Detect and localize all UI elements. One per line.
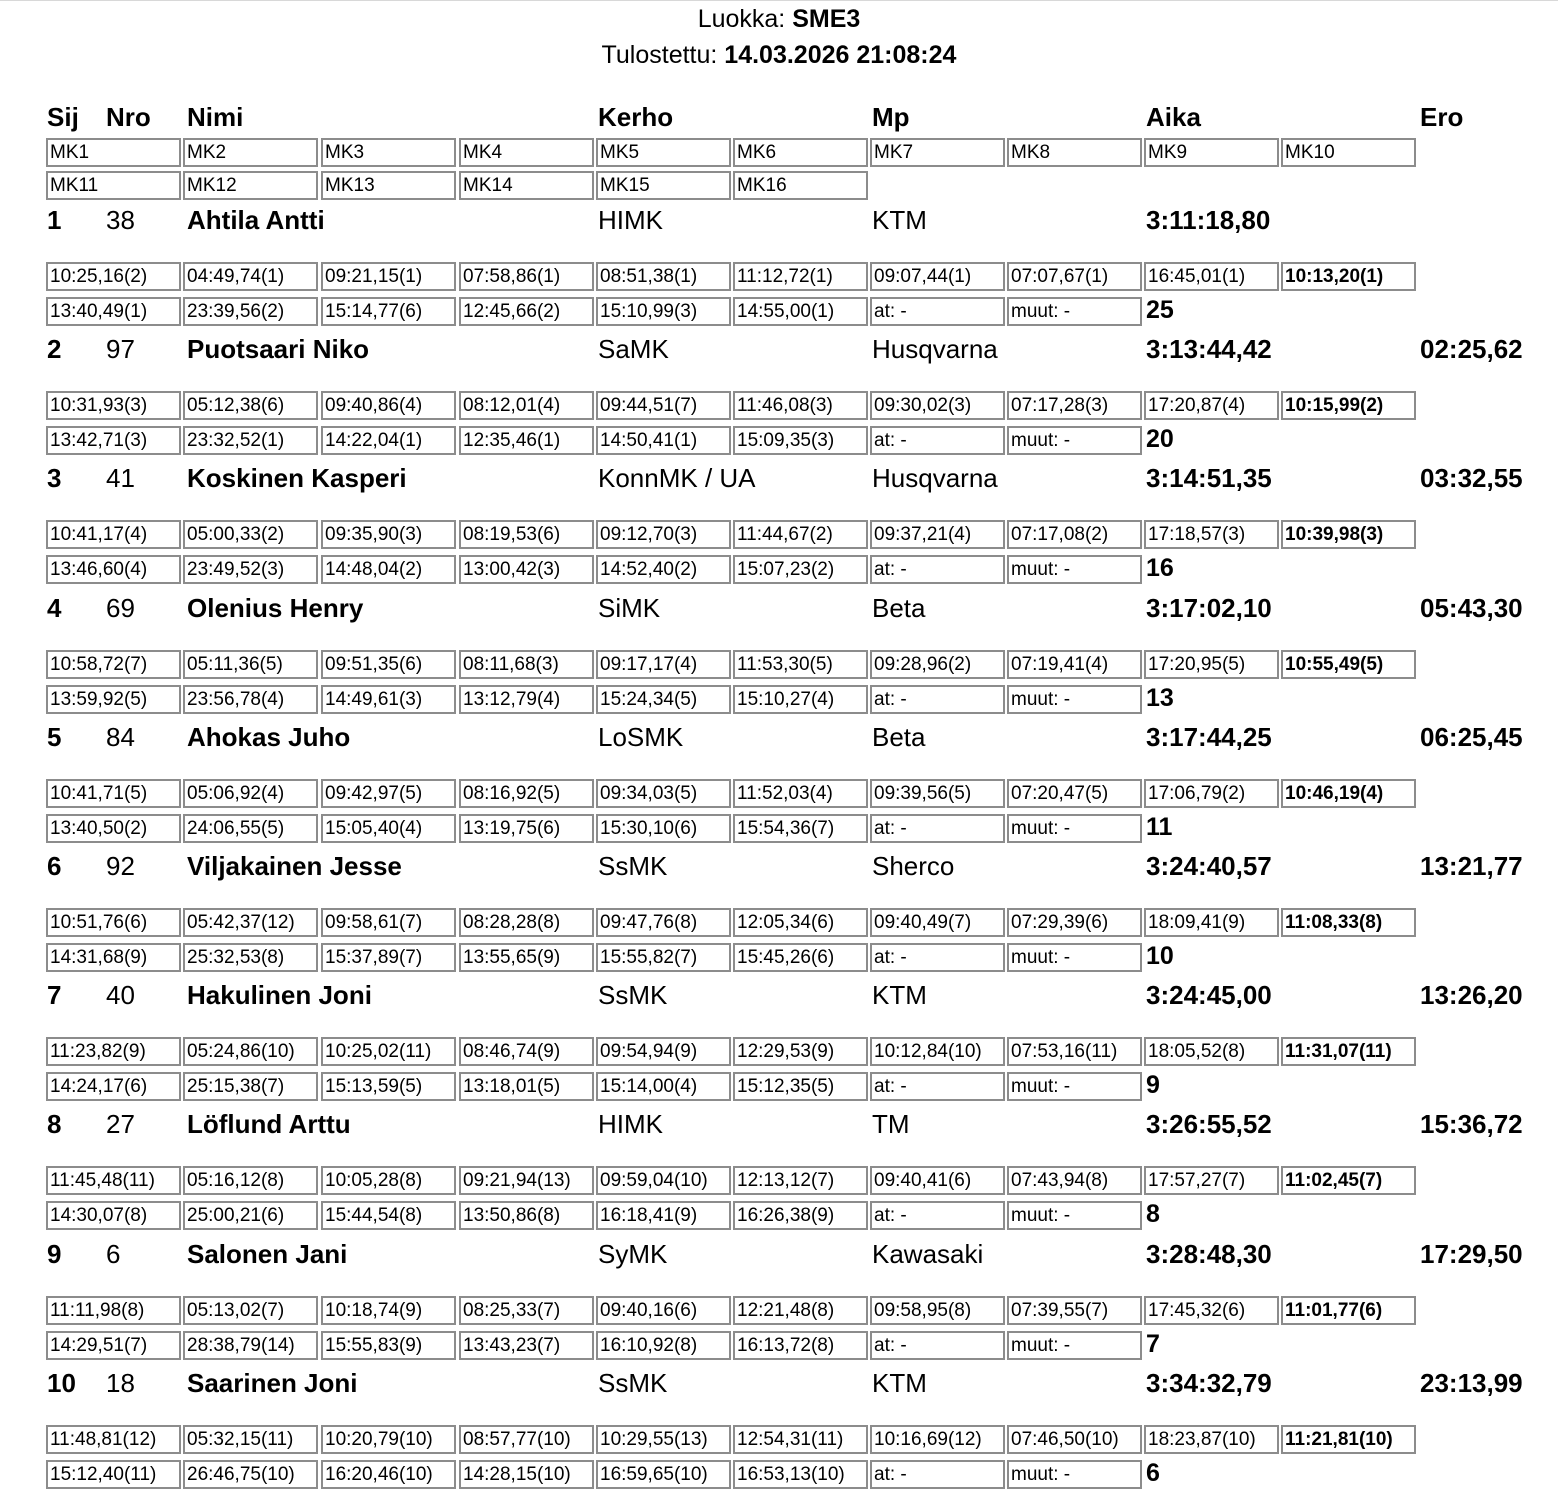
rider-points: 8 <box>1146 1200 1160 1228</box>
stage-label-box: MK10 <box>1281 138 1416 167</box>
rider-position: 1 <box>47 205 62 235</box>
rider-club: SsMK <box>598 1368 668 1398</box>
stage-time-box: 13:12,79(4) <box>459 685 594 714</box>
rider-time-diff: 17:29,50 <box>1420 1239 1523 1269</box>
printed-value: 14.03.2026 21:08:24 <box>724 41 957 69</box>
stage-time-box: 11:46,08(3) <box>733 391 868 420</box>
stage-time-box: 14:30,07(8) <box>46 1201 181 1230</box>
rider-total-time: 3:17:44,25 <box>1146 722 1272 752</box>
stage-label-box: MK15 <box>596 171 731 200</box>
rider-number: 41 <box>106 463 135 493</box>
rider-number: 18 <box>106 1368 135 1398</box>
at-box: at: - <box>870 555 1005 584</box>
stage-time-box: 23:39,56(2) <box>183 297 318 326</box>
rider-club: LoSMK <box>598 722 684 752</box>
stage-time-box: 26:46,75(10) <box>183 1460 318 1489</box>
rider-bike: Beta <box>872 593 926 623</box>
stage-time-box: 14:49,61(3) <box>321 685 456 714</box>
stage-time-box: 11:02,45(7) <box>1281 1166 1416 1195</box>
stage-time-box: 11:21,81(10) <box>1281 1425 1416 1454</box>
at-box: at: - <box>870 685 1005 714</box>
stage-time-box: 12:05,34(6) <box>733 908 868 937</box>
stage-time-box: 12:54,31(11) <box>733 1425 868 1454</box>
rider-points: 25 <box>1146 296 1174 324</box>
stage-time-box: 15:10,99(3) <box>596 297 731 326</box>
stage-time-box: 09:51,35(6) <box>321 650 456 679</box>
rider-position: 4 <box>47 593 62 623</box>
rider-time-diff: 02:25,62 <box>1420 334 1523 364</box>
stage-time-box: 13:43,23(7) <box>459 1331 594 1360</box>
rider-name: Salonen Jani <box>187 1239 348 1269</box>
stage-time-box: 15:12,35(5) <box>733 1072 868 1101</box>
rider-bike: Kawasaki <box>872 1239 984 1269</box>
printed-line <box>0 40 1558 70</box>
stage-time-box: 09:34,03(5) <box>596 779 731 808</box>
stage-time-box: 11:11,98(8) <box>46 1296 181 1325</box>
rider-position: 2 <box>47 334 62 364</box>
stage-time-box: 08:19,53(6) <box>459 520 594 549</box>
stage-time-box: 12:29,53(9) <box>733 1037 868 1066</box>
rider-points: 11 <box>1146 813 1173 841</box>
stage-time-box: 18:05,52(8) <box>1144 1037 1279 1066</box>
stage-time-box: 15:13,59(5) <box>321 1072 456 1101</box>
stage-time-box: 09:40,16(6) <box>596 1296 731 1325</box>
stage-time-box: 05:12,38(6) <box>183 391 318 420</box>
stage-time-box: 11:23,82(9) <box>46 1037 181 1066</box>
muut-box: muut: - <box>1007 814 1142 843</box>
stage-time-box: 10:25,02(11) <box>321 1037 456 1066</box>
rider-total-time: 3:11:18,80 <box>1146 205 1271 235</box>
rider-name: Hakulinen Joni <box>187 980 372 1010</box>
stage-time-box: 09:40,49(7) <box>870 908 1005 937</box>
stage-time-box: 12:13,12(7) <box>733 1166 868 1195</box>
stage-time-box: 13:40,50(2) <box>46 814 181 843</box>
rider-points: 13 <box>1146 684 1174 712</box>
stage-label-box: MK5 <box>596 138 731 167</box>
stage-time-box: 10:41,17(4) <box>46 520 181 549</box>
muut-box: muut: - <box>1007 426 1142 455</box>
stage-time-box: 10:13,20(1) <box>1281 262 1416 291</box>
rider-time-diff: 06:25,45 <box>1420 722 1523 752</box>
stage-time-box: 09:28,96(2) <box>870 650 1005 679</box>
stage-time-box: 14:24,17(6) <box>46 1072 181 1101</box>
rider-number: 97 <box>106 334 135 364</box>
stage-time-box: 09:42,97(5) <box>321 779 456 808</box>
stage-time-box: 09:47,76(8) <box>596 908 731 937</box>
stage-time-box: 07:19,41(4) <box>1007 650 1142 679</box>
stage-time-box: 08:46,74(9) <box>459 1037 594 1066</box>
stage-time-box: 16:13,72(8) <box>733 1331 868 1360</box>
stage-time-box: 13:18,01(5) <box>459 1072 594 1101</box>
at-box: at: - <box>870 426 1005 455</box>
stage-time-box: 13:50,86(8) <box>459 1201 594 1230</box>
stage-time-box: 13:40,49(1) <box>46 297 181 326</box>
stage-time-box: 15:24,34(5) <box>596 685 731 714</box>
stage-time-box: 25:15,38(7) <box>183 1072 318 1101</box>
stage-time-box: 10:29,55(13) <box>596 1425 731 1454</box>
rider-bike: Husqvarna <box>872 334 998 364</box>
stage-time-box: 16:18,41(9) <box>596 1201 731 1230</box>
at-box: at: - <box>870 1072 1005 1101</box>
rider-bike: Beta <box>872 722 926 752</box>
col-header-sij: Sij <box>47 102 79 132</box>
stage-time-box: 09:40,86(4) <box>321 391 456 420</box>
stage-time-box: 11:52,03(4) <box>733 779 868 808</box>
stage-time-box: 13:46,60(4) <box>46 555 181 584</box>
rider-club: HIMK <box>598 205 663 235</box>
rider-points: 16 <box>1146 554 1174 582</box>
rider-points: 20 <box>1146 425 1174 453</box>
stage-time-box: 05:24,86(10) <box>183 1037 318 1066</box>
stage-time-box: 05:42,37(12) <box>183 908 318 937</box>
stage-time-box: 11:31,07(11) <box>1281 1037 1416 1066</box>
rider-points: 9 <box>1146 1071 1160 1099</box>
stage-time-box: 12:35,46(1) <box>459 426 594 455</box>
rider-name: Löflund Arttu <box>187 1109 351 1139</box>
muut-box: muut: - <box>1007 685 1142 714</box>
stage-time-box: 07:43,94(8) <box>1007 1166 1142 1195</box>
stage-time-box: 13:59,92(5) <box>46 685 181 714</box>
col-header-ero: Ero <box>1420 102 1464 132</box>
rider-bike: KTM <box>872 1368 927 1398</box>
rider-total-time: 3:26:55,52 <box>1146 1109 1272 1139</box>
at-box: at: - <box>870 297 1005 326</box>
stage-time-box: 15:37,89(7) <box>321 943 456 972</box>
muut-box: muut: - <box>1007 1331 1142 1360</box>
stage-time-box: 05:00,33(2) <box>183 520 318 549</box>
stage-time-box: 09:12,70(3) <box>596 520 731 549</box>
stage-label-box: MK13 <box>321 171 456 200</box>
rider-time-diff: 13:21,77 <box>1420 851 1523 881</box>
stage-time-box: 10:51,76(6) <box>46 908 181 937</box>
stage-time-box: 10:20,79(10) <box>321 1425 456 1454</box>
rider-position: 5 <box>47 722 62 752</box>
stage-time-box: 15:10,27(4) <box>733 685 868 714</box>
stage-time-box: 11:44,67(2) <box>733 520 868 549</box>
stage-time-box: 15:55,83(9) <box>321 1331 456 1360</box>
stage-time-box: 08:25,33(7) <box>459 1296 594 1325</box>
col-header-nimi: Nimi <box>187 102 244 132</box>
rider-position: 3 <box>47 463 62 493</box>
stage-time-box: 08:57,77(10) <box>459 1425 594 1454</box>
stage-time-box: 11:48,81(12) <box>46 1425 181 1454</box>
rider-total-time: 3:34:32,79 <box>1146 1368 1272 1398</box>
stage-time-box: 28:38,79(14) <box>183 1331 318 1360</box>
rider-name: Olenius Henry <box>187 593 364 623</box>
stage-time-box: 14:55,00(1) <box>733 297 868 326</box>
stage-time-box: 15:05,40(4) <box>321 814 456 843</box>
rider-points: 10 <box>1146 942 1174 970</box>
stage-label-box: MK9 <box>1144 138 1279 167</box>
stage-time-box: 11:53,30(5) <box>733 650 868 679</box>
col-header-aika: Aika <box>1146 102 1201 132</box>
stage-time-box: 14:22,04(1) <box>321 426 456 455</box>
muut-box: muut: - <box>1007 943 1142 972</box>
rider-position: 10 <box>47 1368 76 1398</box>
rider-number: 92 <box>106 851 135 881</box>
stage-time-box: 15:12,40(11) <box>46 1460 181 1489</box>
stage-time-box: 08:11,68(3) <box>459 650 594 679</box>
stage-time-box: 17:57,27(7) <box>1144 1166 1279 1195</box>
stage-time-box: 10:25,16(2) <box>46 262 181 291</box>
stage-time-box: 24:06,55(5) <box>183 814 318 843</box>
stage-time-box: 16:53,13(10) <box>733 1460 868 1489</box>
stage-time-box: 08:51,38(1) <box>596 262 731 291</box>
stage-time-box: 14:48,04(2) <box>321 555 456 584</box>
stage-time-box: 13:19,75(6) <box>459 814 594 843</box>
rider-position: 7 <box>47 980 62 1010</box>
stage-time-box: 17:06,79(2) <box>1144 779 1279 808</box>
rider-number: 6 <box>106 1239 121 1269</box>
rider-bike: TM <box>872 1109 910 1139</box>
stage-time-box: 08:12,01(4) <box>459 391 594 420</box>
stage-time-box: 15:07,23(2) <box>733 555 868 584</box>
stage-time-box: 13:55,65(9) <box>459 943 594 972</box>
stage-time-box: 09:07,44(1) <box>870 262 1005 291</box>
stage-time-box: 16:59,65(10) <box>596 1460 731 1489</box>
rider-position: 8 <box>47 1109 62 1139</box>
stage-time-box: 09:39,56(5) <box>870 779 1005 808</box>
stage-time-box: 17:18,57(3) <box>1144 520 1279 549</box>
rider-club: SsMK <box>598 851 668 881</box>
stage-time-box: 14:29,51(7) <box>46 1331 181 1360</box>
muut-box: muut: - <box>1007 1201 1142 1230</box>
rider-number: 84 <box>106 722 135 752</box>
rider-bike: KTM <box>872 980 927 1010</box>
rider-name: Koskinen Kasperi <box>187 463 407 493</box>
stage-time-box: 12:45,66(2) <box>459 297 594 326</box>
rider-total-time: 3:24:45,00 <box>1146 980 1272 1010</box>
rider-name: Viljakainen Jesse <box>187 851 402 881</box>
stage-time-box: 08:16,92(5) <box>459 779 594 808</box>
class-line <box>0 4 1558 34</box>
stage-label-box: MK7 <box>870 138 1005 167</box>
stage-time-box: 09:40,41(6) <box>870 1166 1005 1195</box>
stage-time-box: 10:31,93(3) <box>46 391 181 420</box>
stage-time-box: 11:12,72(1) <box>733 262 868 291</box>
stage-time-box: 23:56,78(4) <box>183 685 318 714</box>
rider-position: 9 <box>47 1239 62 1269</box>
col-header-mp: Mp <box>872 102 910 132</box>
stage-time-box: 09:59,04(10) <box>596 1166 731 1195</box>
stage-time-box: 16:10,92(8) <box>596 1331 731 1360</box>
muut-box: muut: - <box>1007 297 1142 326</box>
stage-label-box: MK11 <box>46 171 181 200</box>
rider-number: 38 <box>106 205 135 235</box>
stage-time-box: 15:55,82(7) <box>596 943 731 972</box>
at-box: at: - <box>870 1201 1005 1230</box>
rider-total-time: 3:17:02,10 <box>1146 593 1272 623</box>
stage-time-box: 18:23,87(10) <box>1144 1425 1279 1454</box>
stage-time-box: 05:06,92(4) <box>183 779 318 808</box>
rider-club: SiMK <box>598 593 661 623</box>
stage-label-box: MK8 <box>1007 138 1142 167</box>
stage-time-box: 09:54,94(9) <box>596 1037 731 1066</box>
stage-time-box: 04:49,74(1) <box>183 262 318 291</box>
stage-time-box: 10:05,28(8) <box>321 1166 456 1195</box>
stage-label-box: MK12 <box>183 171 318 200</box>
stage-time-box: 23:49,52(3) <box>183 555 318 584</box>
stage-label-box: MK1 <box>46 138 181 167</box>
rider-club: SaMK <box>598 334 669 364</box>
stage-time-box: 18:09,41(9) <box>1144 908 1279 937</box>
stage-time-box: 07:58,86(1) <box>459 262 594 291</box>
rider-club: SyMK <box>598 1239 668 1269</box>
stage-label-box: MK3 <box>321 138 456 167</box>
stage-time-box: 10:41,71(5) <box>46 779 181 808</box>
rider-points: 7 <box>1146 1330 1160 1358</box>
muut-box: muut: - <box>1007 1460 1142 1489</box>
rider-number: 69 <box>106 593 135 623</box>
col-header-nro: Nro <box>106 102 151 132</box>
stage-time-box: 10:16,69(12) <box>870 1425 1005 1454</box>
at-box: at: - <box>870 1460 1005 1489</box>
stage-time-box: 15:09,35(3) <box>733 426 868 455</box>
stage-time-box: 10:15,99(2) <box>1281 391 1416 420</box>
rider-total-time: 3:14:51,35 <box>1146 463 1272 493</box>
class-value: SME3 <box>792 5 861 33</box>
stage-time-box: 05:11,36(5) <box>183 650 318 679</box>
stage-time-box: 15:45,26(6) <box>733 943 868 972</box>
stage-time-box: 07:17,08(2) <box>1007 520 1142 549</box>
rider-total-time: 3:24:40,57 <box>1146 851 1272 881</box>
stage-time-box: 07:53,16(11) <box>1007 1037 1142 1066</box>
stage-time-box: 05:32,15(11) <box>183 1425 318 1454</box>
stage-time-box: 13:00,42(3) <box>459 555 594 584</box>
rider-time-diff: 23:13,99 <box>1420 1368 1523 1398</box>
stage-time-box: 15:14,77(6) <box>321 297 456 326</box>
muut-box: muut: - <box>1007 555 1142 584</box>
stage-time-box: 13:42,71(3) <box>46 426 181 455</box>
stage-time-box: 16:20,46(10) <box>321 1460 456 1489</box>
stage-time-box: 09:58,95(8) <box>870 1296 1005 1325</box>
stage-time-box: 23:32,52(1) <box>183 426 318 455</box>
col-header-kerho: Kerho <box>598 102 674 132</box>
rider-position: 6 <box>47 851 62 881</box>
stage-time-box: 10:12,84(10) <box>870 1037 1005 1066</box>
stage-time-box: 10:46,19(4) <box>1281 779 1416 808</box>
at-box: at: - <box>870 1331 1005 1360</box>
rider-number: 40 <box>106 980 135 1010</box>
stage-time-box: 11:08,33(8) <box>1281 908 1416 937</box>
rider-points: 6 <box>1146 1459 1160 1487</box>
stage-time-box: 07:17,28(3) <box>1007 391 1142 420</box>
stage-time-box: 05:13,02(7) <box>183 1296 318 1325</box>
stage-time-box: 07:39,55(7) <box>1007 1296 1142 1325</box>
stage-time-box: 25:00,21(6) <box>183 1201 318 1230</box>
stage-label-box: MK4 <box>459 138 594 167</box>
stage-time-box: 12:21,48(8) <box>733 1296 868 1325</box>
at-box: at: - <box>870 943 1005 972</box>
stage-time-box: 14:31,68(9) <box>46 943 181 972</box>
stage-time-box: 08:28,28(8) <box>459 908 594 937</box>
stage-label-box: MK6 <box>733 138 868 167</box>
stage-time-box: 09:30,02(3) <box>870 391 1005 420</box>
stage-time-box: 25:32,53(8) <box>183 943 318 972</box>
stage-time-box: 17:20,95(5) <box>1144 650 1279 679</box>
rider-bike: Sherco <box>872 851 955 881</box>
rider-time-diff: 15:36,72 <box>1420 1109 1523 1139</box>
rider-name: Ahtila Antti <box>187 205 325 235</box>
stage-time-box: 07:20,47(5) <box>1007 779 1142 808</box>
rider-number: 27 <box>106 1109 135 1139</box>
rider-club: SsMK <box>598 980 668 1010</box>
stage-time-box: 15:54,36(7) <box>733 814 868 843</box>
stage-time-box: 09:58,61(7) <box>321 908 456 937</box>
stage-time-box: 17:20,87(4) <box>1144 391 1279 420</box>
stage-time-box: 15:30,10(6) <box>596 814 731 843</box>
stage-time-box: 14:50,41(1) <box>596 426 731 455</box>
stage-time-box: 07:46,50(10) <box>1007 1425 1142 1454</box>
stage-time-box: 09:21,15(1) <box>321 262 456 291</box>
stage-time-box: 15:44,54(8) <box>321 1201 456 1230</box>
rider-club: HIMK <box>598 1109 663 1139</box>
stage-time-box: 09:35,90(3) <box>321 520 456 549</box>
stage-label-box: MK2 <box>183 138 318 167</box>
stage-time-box: 10:39,98(3) <box>1281 520 1416 549</box>
rider-total-time: 3:28:48,30 <box>1146 1239 1272 1269</box>
stage-time-box: 10:18,74(9) <box>321 1296 456 1325</box>
rider-name: Puotsaari Niko <box>187 334 370 364</box>
rider-club: KonnMK / UA <box>598 463 756 493</box>
stage-time-box: 11:01,77(6) <box>1281 1296 1416 1325</box>
rider-name: Ahokas Juho <box>187 722 351 752</box>
stage-time-box: 07:29,39(6) <box>1007 908 1142 937</box>
stage-label-box: MK14 <box>459 171 594 200</box>
stage-time-box: 16:26,38(9) <box>733 1201 868 1230</box>
rider-time-diff: 03:32,55 <box>1420 463 1523 493</box>
rider-bike: KTM <box>872 205 927 235</box>
printed-label: Tulostettu: <box>601 41 718 69</box>
stage-label-box: MK16 <box>733 171 868 200</box>
rider-time-diff: 13:26,20 <box>1420 980 1523 1010</box>
stage-time-box: 09:21,94(13) <box>459 1166 594 1195</box>
stage-time-box: 14:28,15(10) <box>459 1460 594 1489</box>
stage-time-box: 16:45,01(1) <box>1144 262 1279 291</box>
stage-time-box: 09:17,17(4) <box>596 650 731 679</box>
stage-time-box: 10:58,72(7) <box>46 650 181 679</box>
class-label: Luokka: <box>697 5 786 33</box>
top-border-line <box>0 0 1558 1</box>
rider-time-diff: 05:43,30 <box>1420 593 1523 623</box>
stage-time-box: 10:55,49(5) <box>1281 650 1416 679</box>
rider-total-time: 3:13:44,42 <box>1146 334 1272 364</box>
rider-bike: Husqvarna <box>872 463 998 493</box>
at-box: at: - <box>870 814 1005 843</box>
stage-time-box: 07:07,67(1) <box>1007 262 1142 291</box>
stage-time-box: 15:14,00(4) <box>596 1072 731 1101</box>
stage-time-box: 11:45,48(11) <box>46 1166 181 1195</box>
stage-time-box: 09:44,51(7) <box>596 391 731 420</box>
stage-time-box: 17:45,32(6) <box>1144 1296 1279 1325</box>
stage-time-box: 14:52,40(2) <box>596 555 731 584</box>
muut-box: muut: - <box>1007 1072 1142 1101</box>
rider-name: Saarinen Joni <box>187 1368 358 1398</box>
stage-time-box: 09:37,21(4) <box>870 520 1005 549</box>
stage-time-box: 05:16,12(8) <box>183 1166 318 1195</box>
